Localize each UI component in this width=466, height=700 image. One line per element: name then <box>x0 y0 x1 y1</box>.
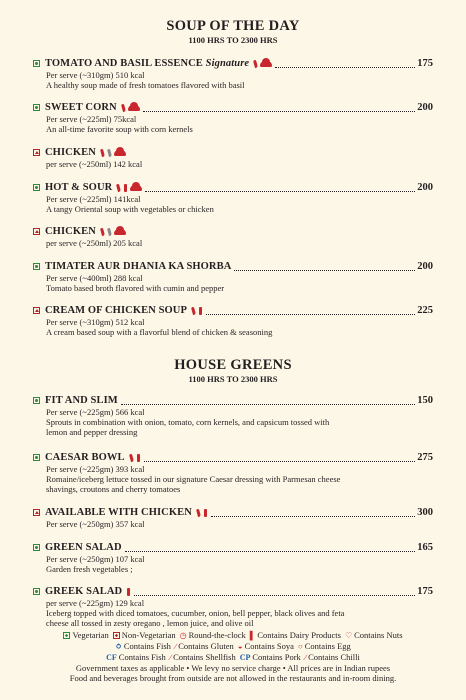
item-description: Per serve (~225gm) 566 kcal <box>46 407 145 417</box>
item-description: Per serve (~250gm) 357 kcal <box>46 519 145 529</box>
item-icons <box>129 454 141 462</box>
dot-leader <box>125 544 416 552</box>
dot-leader <box>134 588 415 596</box>
legend-label: Contains Nuts <box>354 630 403 640</box>
gluten-icon: ∕ <box>174 642 177 651</box>
item-description: shavings, croutons and cherry tomatoes <box>46 484 181 494</box>
legend-row <box>0 641 466 652</box>
item-icons <box>191 307 203 315</box>
soya-icon: ◒ <box>237 642 243 651</box>
item-price: 175 <box>417 586 433 597</box>
chilli-icon <box>100 227 105 236</box>
section-hours: 1100 HRS TO 2300 HRS <box>188 374 278 384</box>
nonveg-icon <box>33 228 40 235</box>
item-description: Per serve (~225ml) 75kcal <box>46 114 137 124</box>
soya-icon <box>260 61 272 67</box>
dairy-icon <box>137 454 140 462</box>
veg-icon <box>33 184 40 191</box>
veg-icon <box>33 588 40 595</box>
item-price: 175 <box>417 58 433 69</box>
footer-outside-food-note: Food and beverages brought from outside are not allowed in the restaurants and in-room dining. <box>69 673 397 683</box>
veg-icon <box>33 263 40 270</box>
legend-label: Contains Fish <box>123 641 171 651</box>
legend-entry <box>250 630 341 641</box>
item-price: 200 <box>417 261 433 272</box>
menu-item <box>33 260 433 293</box>
soup-section-header <box>0 18 466 46</box>
legend-row <box>0 652 466 663</box>
item-price: 200 <box>417 102 433 113</box>
item-description: Per serve (~310gm) 512 kcal <box>46 317 145 327</box>
legend-label: Contains Egg <box>304 641 351 651</box>
veg-icon <box>33 104 40 111</box>
menu-item-title-line <box>33 506 433 519</box>
item-icons <box>126 588 131 596</box>
item-description: cheese all tossed in zesty oregano , lemon juice, and olive oil <box>46 618 254 628</box>
pork-cp-icon: CP <box>239 653 251 662</box>
item-description: Per serve (~310gm) 510 kcal <box>46 70 145 80</box>
legend-entry <box>240 652 301 663</box>
dairy-icon <box>124 184 127 192</box>
legend <box>0 630 466 683</box>
menu-item-title-line <box>33 304 433 317</box>
menu-item <box>33 451 433 494</box>
chilli-icon <box>100 148 105 157</box>
item-description: per serve (~250ml) 205 kcal <box>46 238 143 248</box>
item-price: 300 <box>417 507 433 518</box>
nonveg-icon <box>113 632 120 639</box>
veg-icon <box>33 397 40 404</box>
item-icons <box>253 60 272 68</box>
item-description: Per serve (~225ml) 141kcal <box>46 194 141 204</box>
legend-label: Contains Gluten <box>178 641 234 651</box>
legend-label: Contains Pork <box>252 652 301 662</box>
item-description: A tangy Oriental soup with vegetables or chicken <box>46 204 214 214</box>
legend-label: Vegetarian <box>72 630 109 640</box>
legend-entry <box>298 641 351 652</box>
menu-item-title-line <box>33 394 433 407</box>
dot-leader <box>206 307 415 315</box>
item-description: A healthy soup made of fresh tomatoes flavored with basil <box>46 80 245 90</box>
legend-entry <box>63 630 108 641</box>
item-description: per serve (~225gm) 129 kcal <box>46 598 145 608</box>
section-title: SOUP OF THE DAY <box>166 18 300 34</box>
dot-leader <box>234 263 415 271</box>
dot-leader <box>144 454 416 462</box>
menu-item-title-line <box>33 260 433 273</box>
item-description: Iceberg topped with diced tomatoes, cucumber, onion, bell pepper, black olives and feta <box>46 608 345 618</box>
soya-icon <box>128 105 140 111</box>
menu-item-title-line <box>33 146 433 159</box>
item-price: 275 <box>417 452 433 463</box>
menu-item <box>33 541 433 574</box>
veg-icon <box>33 60 40 67</box>
item-name: CAESAR BOWL <box>45 452 125 463</box>
item-description: Per serve (~400ml) 288 kcal <box>46 273 143 283</box>
legend-entry <box>345 630 403 641</box>
item-name: CREAM OF CHICKEN SOUP <box>45 305 188 316</box>
dairy-icon <box>199 307 202 315</box>
item-description: lemon and pepper dressing <box>46 427 138 437</box>
soya-icon <box>114 150 126 156</box>
item-price: 225 <box>417 305 433 316</box>
item-description: per serve (~250ml) 142 kcal <box>46 159 143 169</box>
veg-icon <box>33 544 40 551</box>
legend-label: Contains Dairy Products <box>257 630 341 640</box>
item-description: An all-time favorite soup with corn kernels <box>46 124 193 134</box>
item-name: AVAILABLE WITH CHICKEN <box>45 507 192 518</box>
item-description: Sprouts in combination with onion, tomato, corn kernels, and capsicum tossed with <box>46 417 330 427</box>
nuts-icon: ♡ <box>344 631 353 640</box>
item-description: Tomato based broth flavored with cumin and pepper <box>46 283 225 293</box>
veg-icon <box>63 632 70 639</box>
soya-icon <box>130 185 142 191</box>
item-name: GREEK SALAD <box>45 586 123 597</box>
greens-section-header <box>0 357 466 385</box>
item-name: HOT & SOUR <box>45 182 113 193</box>
item-name: CHICKEN <box>45 147 96 158</box>
dot-leader <box>275 60 415 68</box>
legend-entry <box>305 652 360 663</box>
footer-taxes-note: Government taxes as applicable • We levy no service charge • All prices are in Indian rupees <box>75 663 391 673</box>
item-price: 165 <box>417 542 433 553</box>
legend-label: Contains Fish <box>118 652 166 662</box>
legend-row <box>0 630 466 641</box>
menu-item-title-line <box>33 585 433 598</box>
item-name: CHICKEN <box>45 226 96 237</box>
veg-icon <box>33 454 40 461</box>
menu-item-title-line <box>33 101 433 114</box>
dot-leader <box>145 184 415 192</box>
item-icons <box>121 104 140 112</box>
item-icons <box>116 184 142 192</box>
chilli-icon <box>129 453 134 462</box>
menu-item <box>33 225 433 248</box>
legend-entry <box>106 652 166 663</box>
section-title: HOUSE GREENS <box>174 357 292 373</box>
item-name: TIMATER AUR DHANIA KA SHORBA <box>45 261 232 272</box>
fish-cf-icon: CF <box>106 653 117 662</box>
menu-item <box>33 304 433 337</box>
item-icons <box>196 509 208 517</box>
menu-item <box>33 585 433 628</box>
legend-entry <box>170 652 236 663</box>
menu-item <box>33 506 433 529</box>
menu-item-title-line <box>33 541 433 554</box>
chilli-icon <box>253 59 258 68</box>
item-name: SWEET CORN <box>45 102 117 113</box>
item-description: Garden fresh vegetables ; <box>46 564 133 574</box>
legend-label: Round-the-clock <box>188 630 246 640</box>
menu-item-title-line <box>33 225 433 238</box>
menu-item <box>33 394 433 437</box>
item-name: GREEN SALAD <box>45 542 122 553</box>
item-icons <box>100 149 126 157</box>
dot-leader <box>143 104 416 112</box>
item-price: 150 <box>417 395 433 406</box>
clock-icon: ◷ <box>179 631 187 640</box>
chilli-icon: ∕ <box>304 653 307 662</box>
legend-entry <box>115 641 171 652</box>
signature-label: Signature <box>205 58 250 69</box>
dairy-icon <box>127 588 130 596</box>
menu-item <box>33 146 433 169</box>
gluten-icon <box>107 227 112 236</box>
legend-entry <box>113 630 176 641</box>
legend-entry <box>180 630 246 641</box>
chilli-icon <box>196 508 201 517</box>
menu-item-title-line <box>33 181 433 194</box>
legend-label: Contains Chilli <box>308 652 360 662</box>
item-name: TOMATO AND BASIL ESSENCE Signature <box>45 58 250 69</box>
legend-entry <box>175 641 234 652</box>
menu-item-title-line <box>33 451 433 464</box>
menu-item-title-line <box>33 57 433 70</box>
dot-leader <box>211 509 415 517</box>
nonveg-icon <box>33 509 40 516</box>
item-price: 200 <box>417 182 433 193</box>
item-description: Per serve (~250gm) 107 kcal <box>46 554 145 564</box>
menu-item <box>33 57 433 90</box>
gluten-icon <box>107 148 112 157</box>
fish-icon: ⥀ <box>115 642 122 651</box>
chilli-icon <box>116 183 121 192</box>
legend-label: Non-Vegetarian <box>121 630 176 640</box>
dairy-icon: ▌ <box>249 631 256 640</box>
soya-icon <box>114 229 126 235</box>
dairy-icon <box>204 509 207 517</box>
legend-label: Contains Soya <box>244 641 294 651</box>
shellfish-icon: ∕ <box>169 653 172 662</box>
nonveg-icon <box>33 149 40 156</box>
chilli-icon <box>191 306 196 315</box>
item-description: Per serve (~225gm) 393 kcal <box>46 464 145 474</box>
legend-entry <box>238 641 294 652</box>
menu-item <box>33 181 433 214</box>
item-name: FIT AND SLIM <box>45 395 118 406</box>
item-description: Romaine/iceberg lettuce tossed in our signature Caesar dressing with Parmesan cheese <box>46 474 341 484</box>
item-description: A cream based soup with a flavorful blend of chicken & seasoning <box>46 327 273 337</box>
menu-item <box>33 101 433 134</box>
item-icons <box>100 228 126 236</box>
section-hours: 1100 HRS TO 2300 HRS <box>188 35 278 45</box>
legend-label: Contains Shellfish <box>173 652 236 662</box>
dot-leader <box>121 397 415 405</box>
egg-icon: ○ <box>297 642 303 651</box>
chilli-icon <box>121 103 126 112</box>
nonveg-icon <box>33 307 40 314</box>
